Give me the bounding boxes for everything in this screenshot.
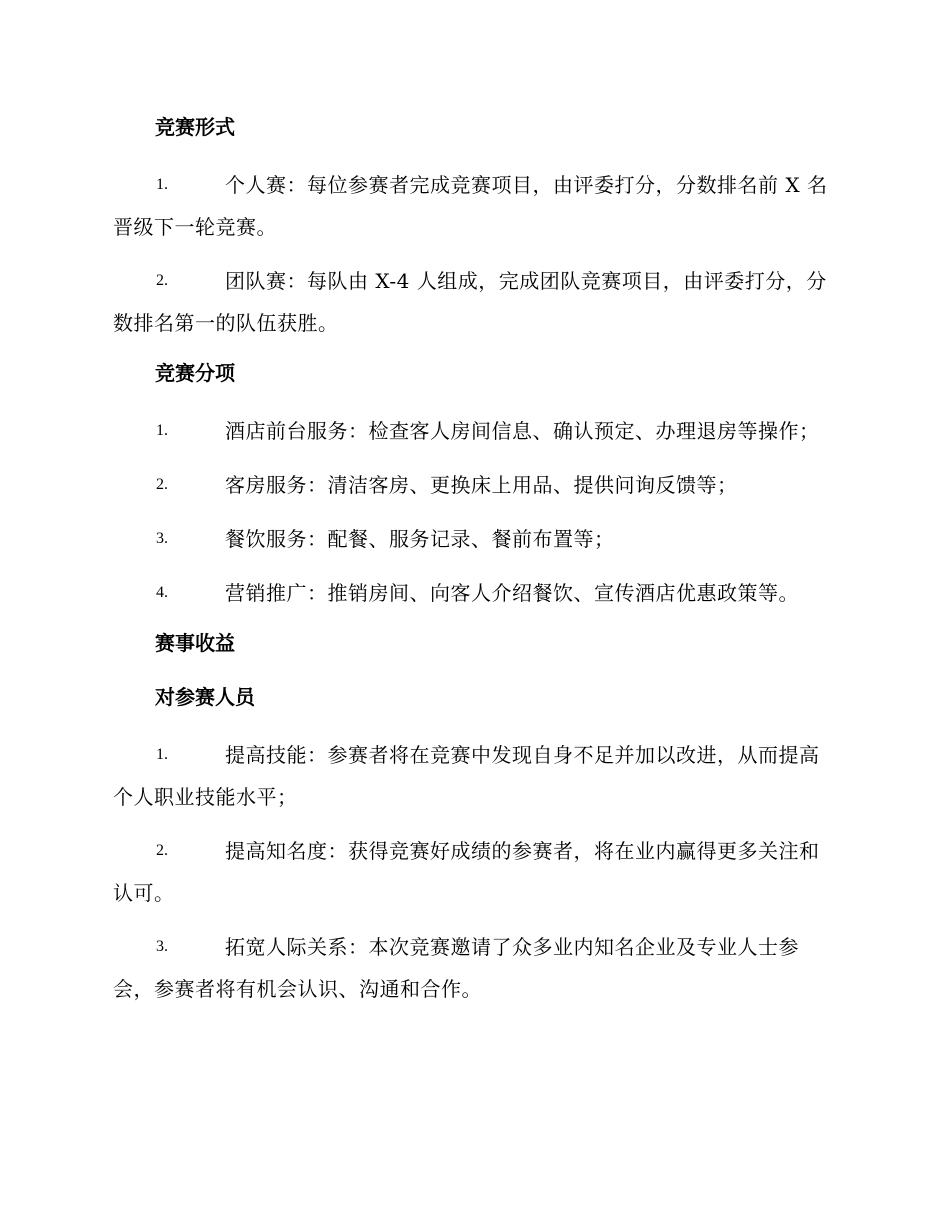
list-text: 团队赛：每队由 X-4 人组成，完成团队竞赛项目，由评委打分，分数排名第一的队伍获胜。	[113, 269, 827, 335]
list-text: 餐饮服务：配餐、服务记录、餐前布置等；	[225, 527, 615, 551]
list-item	[113, 734, 835, 818]
list-text: 客房服务：清洁客房、更换床上用品、提供问询反馈等；	[225, 473, 738, 497]
list-item	[113, 926, 835, 1010]
list-number: 2.	[156, 476, 168, 493]
list-item	[113, 518, 835, 560]
list-text: 营销推广：推销房间、向客人介绍餐饮、宣传酒店优惠政策等。	[225, 581, 799, 605]
list-number: 1.	[156, 746, 168, 763]
list-number: 2.	[156, 272, 168, 289]
list-item	[113, 410, 835, 452]
list-number: 1.	[156, 422, 168, 439]
list-text: 提高知名度：获得竞赛好成绩的参赛者，将在业内赢得更多关注和认可。	[113, 839, 820, 905]
list-item	[113, 164, 835, 248]
list-number: 1.	[156, 176, 168, 193]
list-number: 3.	[156, 530, 168, 547]
list-text: 酒店前台服务：检查客人房间信息、确认预定、办理退房等操作；	[225, 419, 820, 443]
list-item	[113, 260, 835, 344]
section-heading-for-participants: 对参赛人员	[155, 685, 255, 709]
list-number: 3.	[156, 938, 168, 955]
section-heading-competition-items: 竞赛分项	[155, 361, 235, 385]
list-item	[113, 572, 835, 614]
list-text: 个人赛：每位参赛者完成竞赛项目，由评委打分，分数排名前 X 名晋级下一轮竞赛。	[113, 173, 828, 239]
list-item	[113, 830, 835, 914]
section-heading-competition-format: 竞赛形式	[155, 115, 235, 139]
list-number: 2.	[156, 842, 168, 859]
list-text: 提高技能：参赛者将在竞赛中发现自身不足并加以改进，从而提高个人职业技能水平；	[113, 743, 820, 809]
list-item	[113, 464, 835, 506]
list-text: 拓宽人际关系：本次竞赛邀请了众多业内知名企业及专业人士参会，参赛者将有机会认识、沟通和合作。	[113, 935, 799, 1001]
document-body	[113, 110, 835, 1022]
section-heading-event-benefits: 赛事收益	[155, 631, 235, 655]
list-number: 4.	[156, 584, 168, 601]
